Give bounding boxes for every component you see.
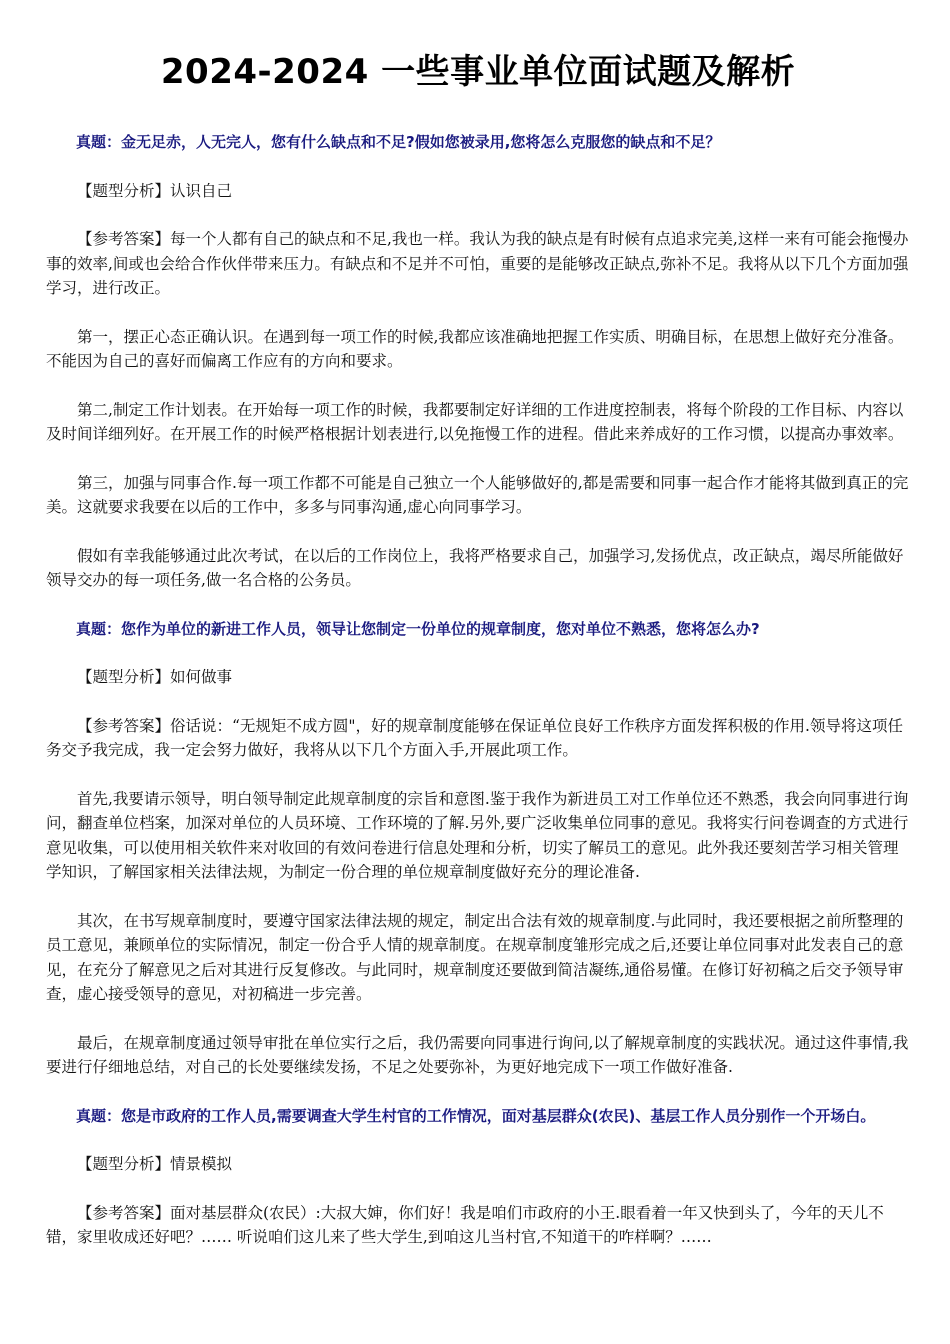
question-3: 真题：您是市政府的工作人员,需要调查大学生村官的工作情况，面对基层群众(农民)、基层工作人员分别作一个开场白。	[76, 1106, 876, 1125]
answer-2-paragraph-2: 首先,我要请示领导，明白领导制定此规章制度的宗旨和意图.鉴于我作为新进员工对工作单位还不熟悉，我会向同事进行询问，翻查单位档案，加深对单位的人员环境、工作环境的了解.另外,要广泛收集单位同事的意见。我将实行问卷调查的方式进行意见收集，可以使用相关软件来对收回的有效问卷进行信息处理和分析，切实了解员工的意见。此外我还要刻苦学习相关管理学知识，了解国家相关法律法规，为制定一份合理的单位规章制度做好充分的理论准备.	[46, 789, 909, 881]
analysis-2: 【题型分析】如何做事	[77, 668, 233, 686]
answer-3-paragraph-1: 【参考答案】面对基层群众(农民）:大叔大婶，你们好！我是咱们市政府的小王.眼看着一年又快到头了，今年的天儿不错，家里收成还好吧？…… 听说咱们这儿来了些大学生,到咱这儿当村官,不知道干的咋样啊？……	[46, 1203, 884, 1246]
document-page	[46, 48, 910, 1250]
analysis-1: 【题型分析】认识自己	[77, 181, 233, 200]
question-1: 真题：金无足赤，人无完人，您有什么缺点和不足?假如您被录用,您将怎么克服您的缺点和不足？	[76, 133, 721, 151]
analysis-3: 【题型分析】情景模拟	[77, 1155, 233, 1173]
answer-2-paragraph-1: 【参考答案】俗话说：“无规矩不成方圆"，好的规章制度能够在保证单位良好工作秩序方面发挥积极的作用.领导将这项任务交予我完成，我一定会努力做好，我将从以下几个方面入手,开展此项工作。	[46, 716, 903, 759]
document-title: 2024-2024 一些事业单位面试题及解析	[160, 52, 796, 92]
answer-1-paragraph-3: 第二,制定工作计划表。在开始每一项工作的时候，我都要制定好详细的工作进度控制表，将每个阶段的工作目标、内容以及时间详细列好。在开展工作的时候严格根据计划表进行,以免拖慢工作的进程。借此来养成好的工作习惯，以提高办事效率。	[46, 400, 904, 443]
answer-2-paragraph-4: 最后，在规章制度通过领导审批在单位实行之后，我仍需要向同事进行询问,以了解规章制度的实践状况。通过这件事情,我要进行仔细地总结，对自己的长处要继续发扬，不足之处要弥补，为更好地完成下一项工作做好准备.	[46, 1033, 909, 1076]
question-2: 真题：您作为单位的新进工作人员，领导让您制定一份单位的规章制度，您对单位不熟悉，您将怎么办?	[76, 619, 760, 638]
answer-1-paragraph-2: 第一，摆正心态正确认识。在遇到每一项工作的时候,我都应该准确地把握工作实质、明确目标，在思想上做好充分准备。不能因为自己的喜好而偏离工作应有的方向和要求。	[46, 327, 904, 370]
answer-1-paragraph-4: 第三，加强与同事合作.每一项工作都不可能是自己独立一个人能够做好的,都是需要和同事一起合作才能将其做到真正的完美。这就要求我要在以后的工作中，多多与同事沟通,虚心向同事学习。	[46, 473, 909, 516]
answer-2-paragraph-3: 其次，在书写规章制度时，要遵守国家法律法规的规定，制定出合法有效的规章制度.与此同时，我还要根据之前所整理的员工意见，兼顾单位的实际情况，制定一份合乎人情的规章制度。在规章制度雏形完成之后,还要让单位同事对此发表自己的意见，在充分了解意见之后对其进行反复修改。与此同时，规章制度还要做到简洁凝练,通俗易懂。在修订好初稿之后交予领导审查，虚心接受领导的意见，对初稿进一步完善。	[46, 911, 904, 1003]
answer-1-paragraph-1: 【参考答案】每一个人都有自己的缺点和不足,我也一样。我认为我的缺点是有时候有点追求完美,这样一来有可能会拖慢办事的效率,间或也会给合作伙伴带来压力。有缺点和不足并不可怕，重要的是能够改正缺点,弥补不足。我将从以下几个方面加强学习，进行改正。	[46, 230, 909, 297]
answer-1-paragraph-5: 假如有幸我能够通过此次考试，在以后的工作岗位上，我将严格要求自己，加强学习,发扬优点，改正缺点，竭尽所能做好领导交办的每一项任务,做一名合格的公务员。	[46, 546, 904, 589]
